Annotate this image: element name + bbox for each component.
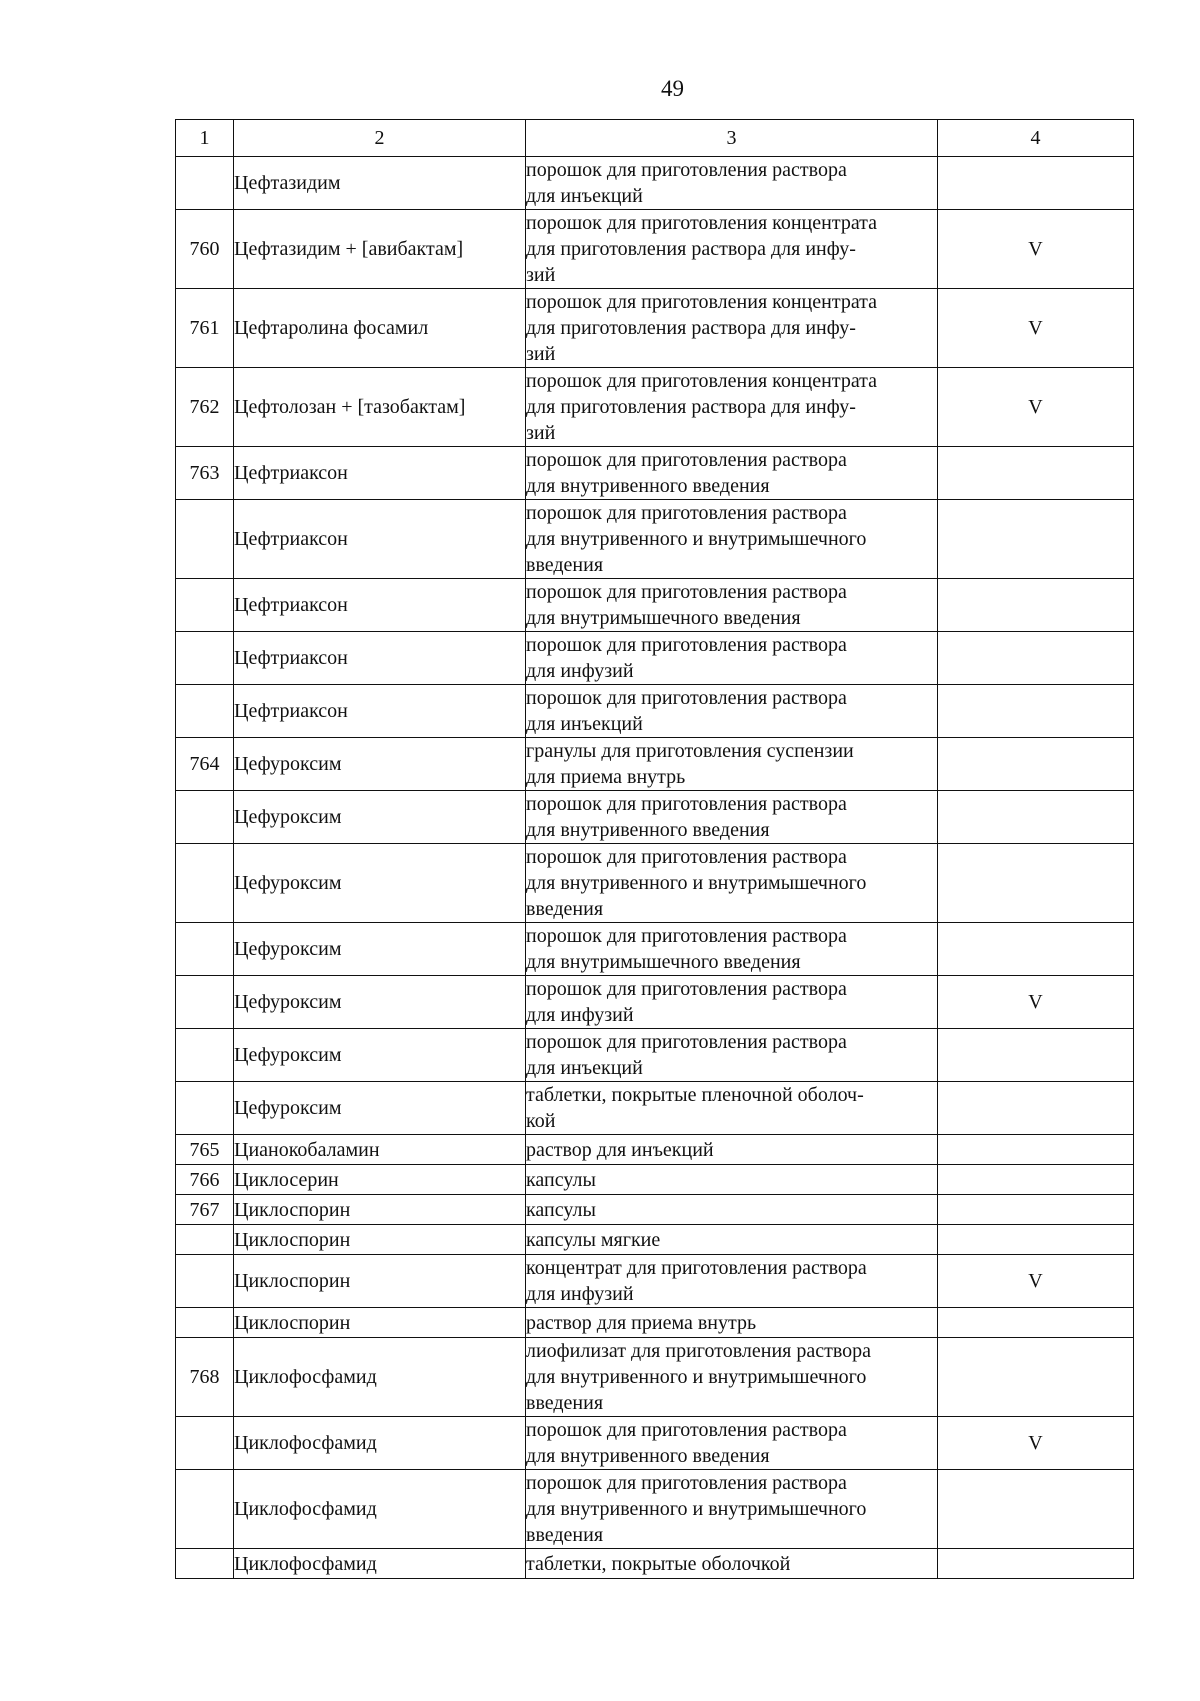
dosage-form-line: порошок для приготовления раствора [526, 687, 847, 709]
table-row [176, 1255, 1134, 1308]
dosage-form-line: для инфузий [526, 660, 634, 682]
dosage-form [526, 685, 938, 738]
table-row [176, 1338, 1134, 1417]
row-number [176, 685, 234, 738]
table-row [176, 1165, 1134, 1195]
dosage-form-line: зий [526, 264, 556, 286]
drug-name: Циклоспорин [234, 1255, 526, 1308]
table-row [176, 1549, 1134, 1579]
row-number [176, 976, 234, 1029]
dosage-form [526, 1255, 938, 1308]
mark-cell [938, 1470, 1134, 1549]
drug-name: Циклофосфамид [234, 1470, 526, 1549]
dosage-form [526, 447, 938, 500]
drug-name: Циклоспорин [234, 1195, 526, 1225]
dosage-form [526, 791, 938, 844]
dosage-form-line: для приема внутрь [526, 766, 686, 788]
drug-name: Цефуроксим [234, 923, 526, 976]
row-number [176, 1029, 234, 1082]
drug-table [175, 119, 1134, 1579]
row-number [176, 1470, 234, 1549]
header-row [176, 120, 1134, 157]
dosage-form-line: порошок для приготовления раствора [526, 502, 847, 524]
row-number: 768 [176, 1338, 234, 1417]
dosage-form [526, 844, 938, 923]
dosage-form-line: порошок для приготовления раствора [526, 581, 847, 603]
dosage-form-line: порошок для приготовления раствора [526, 159, 847, 181]
row-number [176, 157, 234, 210]
dosage-form-line: для приготовления раствора для инфу- [526, 396, 856, 418]
mark-cell [938, 1135, 1134, 1165]
dosage-form-line: порошок для приготовления раствора [526, 978, 847, 1000]
dosage-form [526, 632, 938, 685]
dosage-form-line: порошок для приготовления раствора [526, 846, 847, 868]
drug-name: Цианокобаламин [234, 1135, 526, 1165]
mark-cell [938, 1082, 1134, 1135]
drug-name: Циклофосфамид [234, 1417, 526, 1470]
mark-cell [938, 1338, 1134, 1417]
dosage-form-line: порошок для приготовления концентрата [526, 291, 878, 313]
dosage-form-line: порошок для приготовления концентрата [526, 370, 878, 392]
dosage-form [526, 1195, 938, 1225]
row-number: 765 [176, 1135, 234, 1165]
dosage-form-line: для внутримышечного введения [526, 607, 801, 629]
table-row [176, 157, 1134, 210]
mark-cell [938, 579, 1134, 632]
table-row [176, 923, 1134, 976]
dosage-form-line: капсулы [526, 1168, 596, 1191]
dosage-form-line: порошок для приготовления раствора [526, 634, 847, 656]
mark-cell [938, 1308, 1134, 1338]
row-number: 760 [176, 210, 234, 289]
mark-cell [938, 632, 1134, 685]
table-body [176, 157, 1134, 1579]
mark-cell [938, 447, 1134, 500]
row-number [176, 1308, 234, 1338]
dosage-form-line: зий [526, 422, 556, 444]
row-number: 763 [176, 447, 234, 500]
dosage-form-line: концентрат для приготовления раствора [526, 1257, 867, 1279]
dosage-form [526, 500, 938, 579]
column-header-mark: 4 [938, 120, 1134, 157]
row-number [176, 1225, 234, 1255]
table-row [176, 1082, 1134, 1135]
dosage-form [526, 1165, 938, 1195]
dosage-form-line: для внутривенного и внутримышечного [526, 872, 867, 894]
row-number [176, 1255, 234, 1308]
dosage-form-line: порошок для приготовления раствора [526, 1472, 847, 1494]
table-row [176, 738, 1134, 791]
dosage-form-line: порошок для приготовления раствора [526, 1419, 847, 1441]
dosage-form-line: для внутривенного и внутримышечного [526, 528, 867, 550]
table-row [176, 500, 1134, 579]
dosage-form [526, 579, 938, 632]
dosage-form-line: для инъекций [526, 185, 643, 207]
drug-name: Цефтаролина фосамил [234, 289, 526, 368]
dosage-form-line: введения [526, 554, 604, 576]
column-header-name: 2 [234, 120, 526, 157]
row-number: 766 [176, 1165, 234, 1195]
column-header-dosage-form: 3 [526, 120, 938, 157]
drug-name: Цефтриаксон [234, 500, 526, 579]
drug-name: Цефтазидим + [авибактам] [234, 210, 526, 289]
row-number [176, 1417, 234, 1470]
table-row [176, 791, 1134, 844]
drug-name: Цефтриаксон [234, 447, 526, 500]
dosage-form [526, 368, 938, 447]
row-number [176, 579, 234, 632]
drug-name: Цефуроксим [234, 791, 526, 844]
drug-name: Цефуроксим [234, 844, 526, 923]
page-number: 49 [661, 76, 684, 101]
dosage-form-line: для инфузий [526, 1283, 634, 1305]
table-row [176, 289, 1134, 368]
dosage-form-line: гранулы для приготовления суспензии [526, 740, 854, 762]
dosage-form-line: для инфузий [526, 1004, 634, 1026]
mark-cell: V [938, 289, 1134, 368]
table-row [176, 210, 1134, 289]
mark-cell: V [938, 1255, 1134, 1308]
dosage-form-line: для внутривенного введения [526, 1445, 770, 1467]
drug-name: Циклоспорин [234, 1308, 526, 1338]
dosage-form-line: для внутримышечного введения [526, 951, 801, 973]
drug-name: Цефтриаксон [234, 685, 526, 738]
dosage-form [526, 1029, 938, 1082]
dosage-form-line: кой [526, 1110, 556, 1132]
mark-cell: V [938, 1417, 1134, 1470]
dosage-form [526, 1549, 938, 1579]
dosage-form [526, 1417, 938, 1470]
mark-cell [938, 738, 1134, 791]
dosage-form-line: для инъекций [526, 713, 643, 735]
drug-name: Цефтолозан + [тазобактам] [234, 368, 526, 447]
dosage-form [526, 1470, 938, 1549]
dosage-form-line: введения [526, 1524, 604, 1546]
mark-cell: V [938, 976, 1134, 1029]
table-row [176, 368, 1134, 447]
table-row [176, 1308, 1134, 1338]
dosage-form [526, 1308, 938, 1338]
drug-name: Цефтриаксон [234, 632, 526, 685]
table-row [176, 976, 1134, 1029]
mark-cell [938, 1225, 1134, 1255]
row-number: 761 [176, 289, 234, 368]
table-row [176, 1417, 1134, 1470]
dosage-form-line: таблетки, покрытые пленочной оболоч- [526, 1084, 864, 1106]
dosage-form-line: для внутривенного и внутримышечного [526, 1366, 867, 1388]
table-row [176, 844, 1134, 923]
mark-cell: V [938, 210, 1134, 289]
dosage-form-line: порошок для приготовления концентрата [526, 212, 878, 234]
row-number [176, 1549, 234, 1579]
table-row [176, 685, 1134, 738]
dosage-form-line: введения [526, 1392, 604, 1414]
mark-cell [938, 1549, 1134, 1579]
row-number: 762 [176, 368, 234, 447]
table-row [176, 1135, 1134, 1165]
drug-name: Цефуроксим [234, 738, 526, 791]
column-header-number: 1 [176, 120, 234, 157]
dosage-form-line: зий [526, 343, 556, 365]
row-number [176, 1082, 234, 1135]
drug-name: Цефуроксим [234, 1082, 526, 1135]
dosage-form-line: порошок для приготовления раствора [526, 793, 847, 815]
row-number: 764 [176, 738, 234, 791]
drug-name: Цефуроксим [234, 976, 526, 1029]
dosage-form-line: для приготовления раствора для инфу- [526, 317, 856, 339]
dosage-form [526, 1082, 938, 1135]
table-row [176, 1225, 1134, 1255]
dosage-form-line: для внутривенного введения [526, 819, 770, 841]
dosage-form [526, 1338, 938, 1417]
mark-cell [938, 1165, 1134, 1195]
dosage-form [526, 976, 938, 1029]
dosage-form-line: капсулы мягкие [526, 1228, 661, 1251]
dosage-form-line: порошок для приготовления раствора [526, 1031, 847, 1053]
dosage-form [526, 923, 938, 976]
mark-cell: V [938, 368, 1134, 447]
dosage-form-line: введения [526, 898, 604, 920]
table-row [176, 1029, 1134, 1082]
mark-cell [938, 500, 1134, 579]
row-number [176, 632, 234, 685]
dosage-form-line: порошок для приготовления раствора [526, 925, 847, 947]
row-number [176, 791, 234, 844]
row-number [176, 500, 234, 579]
row-number: 767 [176, 1195, 234, 1225]
dosage-form [526, 738, 938, 791]
table-row [176, 1195, 1134, 1225]
dosage-form-line: таблетки, покрытые оболочкой [526, 1552, 791, 1575]
mark-cell [938, 157, 1134, 210]
dosage-form-line: для приготовления раствора для инфу- [526, 238, 856, 260]
drug-name: Цефуроксим [234, 1029, 526, 1082]
row-number [176, 844, 234, 923]
dosage-form-line: капсулы [526, 1198, 596, 1221]
dosage-form-line: лиофилизат для приготовления раствора [526, 1340, 872, 1362]
dosage-form-line: порошок для приготовления раствора [526, 449, 847, 471]
mark-cell [938, 923, 1134, 976]
dosage-form [526, 157, 938, 210]
table-row [176, 447, 1134, 500]
dosage-form-line: для внутривенного введения [526, 475, 770, 497]
mark-cell [938, 844, 1134, 923]
drug-name: Циклосерин [234, 1165, 526, 1195]
row-number [176, 923, 234, 976]
drug-name: Циклофосфамид [234, 1338, 526, 1417]
mark-cell [938, 1195, 1134, 1225]
dosage-form [526, 1225, 938, 1255]
dosage-form-line: раствор для инъекций [526, 1138, 714, 1161]
mark-cell [938, 685, 1134, 738]
dosage-form-line: для инъекций [526, 1057, 643, 1079]
dosage-form [526, 1135, 938, 1165]
table-row [176, 579, 1134, 632]
dosage-form [526, 289, 938, 368]
table-row [176, 1470, 1134, 1549]
table-row [176, 632, 1134, 685]
drug-name: Цефтриаксон [234, 579, 526, 632]
mark-cell [938, 791, 1134, 844]
dosage-form-line: раствор для приема внутрь [526, 1311, 757, 1334]
dosage-form-line: для внутривенного и внутримышечного [526, 1498, 867, 1520]
dosage-form [526, 210, 938, 289]
drug-name: Циклофосфамид [234, 1549, 526, 1579]
drug-name: Циклоспорин [234, 1225, 526, 1255]
mark-cell [938, 1029, 1134, 1082]
drug-name: Цефтазидим [234, 157, 526, 210]
